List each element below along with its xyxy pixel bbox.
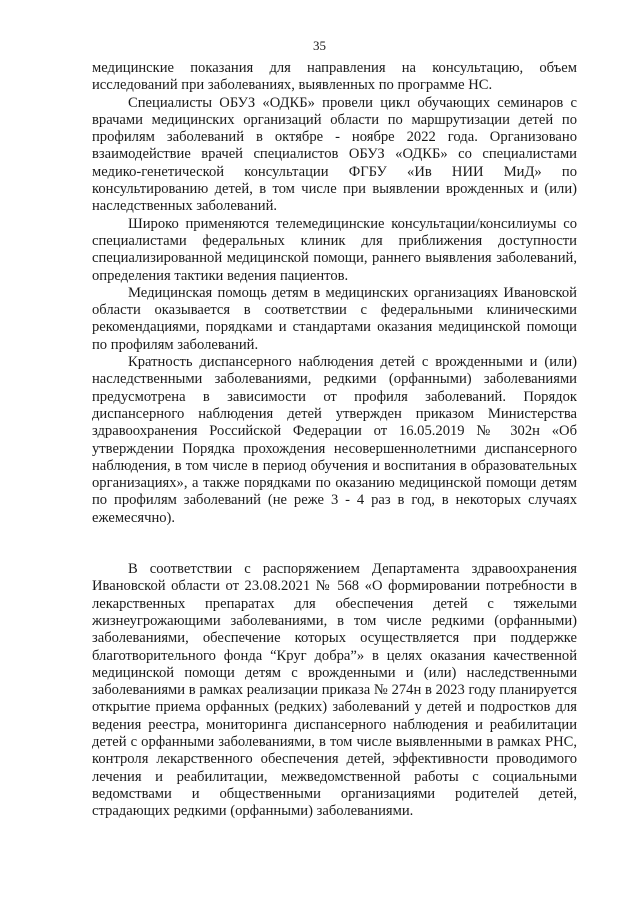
- paragraph-dispensary-observation: Кратность диспансерного наблюдения детей с врожденными и (или) наследственными заболеваниями, редкими (орфанными) заболеваниями предусмотрена в зависимости от профиля заболеваний. Порядок диспансерного наблюдения детей утвержден приказом Министерства здравоохранения Российской Федерации от 16.05.2019 № 302н «Об утверждении Порядка прохождения несовершеннолетними диспансерного наблюдения, в том числе в период обучения и воспитания в образовательных организациях», а также порядками по оказанию медицинской помощи детям по профилям заболеваний (не реже 3 - 4 раз в год, в некоторых случаях ежемесячно).: [92, 354, 577, 526]
- paragraph-continuation: медицинские показания для направления на консультацию, объем исследований при заболеваниях, выявленных по программе НС.: [92, 60, 577, 94]
- paragraph-orphan-diseases: В соответствии с распоряжением Департамента здравоохранения Ивановской области от 23.08.2021 № 568 «О формировании потребности в лекарственных препаратах для обеспечения детей с тяжелыми жизнеугрожающими заболеваниями, в том числе редкими (орфанными) заболеваниями, обеспечение которых осуществляется при поддержке благотворительного фонда “Круг добра”» в целях оказания качественной медицинской помощи детям с врожденными и (или) наследственными заболеваниями в рамках реализации приказа № 274н в 2023 году планируется открытие приема орфанных (редких) заболеваний у детей и подростков для ведения реестра, мониторинга диспансерного наблюдения и реабилитации детей с орфанными заболеваниями, в том числе выявленными в рамках РНС, контроля лекарственного обеспечения детей, эффективности проводимого лечения и реабилитации, межведомственной работы с социальными ведомствами и общественными организациями родителей детей, страдающих редкими (орфанными) заболеваниями.: [92, 561, 577, 820]
- page-number: 35: [313, 38, 326, 53]
- paragraph-seminars: Специалисты ОБУЗ «ОДКБ» провели цикл обучающих семинаров с врачами медицинских организаций области по маршрутизации детей по профилям заболеваний в октябре - ноябре 2022 года. Организовано взаимодействие врачей специалистов ОБУЗ «ОДКБ» со специалистами медико-генетической консультации ФГБУ «Ив НИИ МиД» по консультированию детей, в том числе при выявлении врожденных и (или) наследственных заболеваний.: [92, 94, 577, 215]
- paragraph-telemedicine: Широко применяются телемедицинские консультации/консилиумы со специалистами федеральных клиник для приближения доступности специализированной медицинской помощи, раннего выявления заболеваний, определения тактики ведения пациентов.: [92, 215, 577, 284]
- document-body: [92, 60, 577, 820]
- section-gap: [92, 527, 577, 561]
- paragraph-medical-care: Медицинская помощь детям в медицинских организациях Ивановской области оказывается в соответствии с федеральными клиническими рекомендациями, порядками и стандартами оказания медицинской помощи по профилям заболеваний.: [92, 284, 577, 353]
